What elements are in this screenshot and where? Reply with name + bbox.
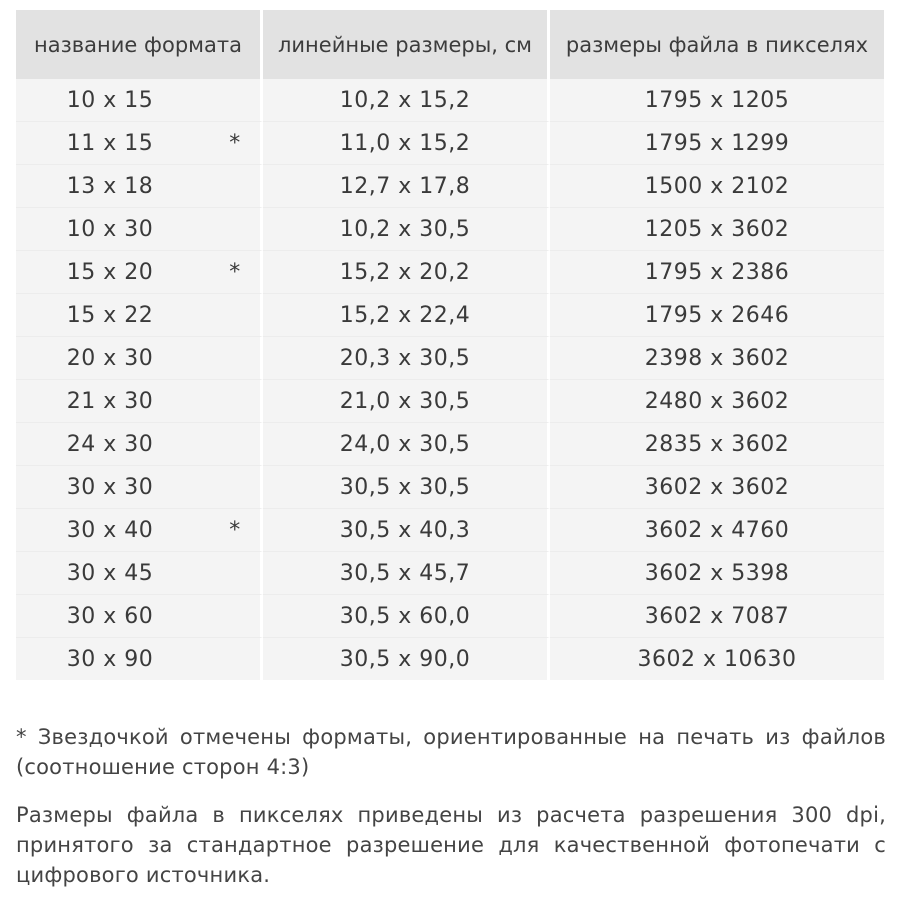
pixel-size-cell: 1795 x 1205 bbox=[550, 79, 884, 121]
format-name-cell: 30 x 60 bbox=[16, 594, 210, 637]
format-mark-cell: * bbox=[210, 121, 263, 164]
pixel-size-cell: 1795 x 2646 bbox=[550, 293, 884, 336]
linear-size-cell: 20,3 x 30,5 bbox=[263, 336, 550, 379]
format-name-cell: 20 x 30 bbox=[16, 336, 210, 379]
format-name-cell: 11 x 15 bbox=[16, 121, 210, 164]
pixel-size-cell: 3602 x 7087 bbox=[550, 594, 884, 637]
pixel-size-cell: 1205 x 3602 bbox=[550, 207, 884, 250]
format-mark-cell bbox=[210, 336, 263, 379]
pixel-size-cell: 2480 x 3602 bbox=[550, 379, 884, 422]
resolution-note: Размеры файла в пикселях приведены из расчета разрешения 300 dpi, принятого за стандартное разрешение для качественной фотопечати с цифрового источника. bbox=[16, 803, 886, 887]
format-mark-cell bbox=[210, 293, 263, 336]
format-mark-cell: * bbox=[210, 250, 263, 293]
pixel-size-cell: 1795 x 1299 bbox=[550, 121, 884, 164]
pixel-size-cell: 3602 x 3602 bbox=[550, 465, 884, 508]
format-name-cell: 30 x 90 bbox=[16, 637, 210, 680]
format-name-cell: 15 x 20 bbox=[16, 250, 210, 293]
linear-size-cell: 30,5 x 60,0 bbox=[263, 594, 550, 637]
linear-size-cell: 24,0 x 30,5 bbox=[263, 422, 550, 465]
format-name-cell: 30 x 40 bbox=[16, 508, 210, 551]
table-row bbox=[16, 637, 884, 680]
format-mark-cell bbox=[210, 164, 263, 207]
header-format-name: название формата bbox=[16, 10, 263, 79]
format-name-cell: 13 x 18 bbox=[16, 164, 210, 207]
table-row bbox=[16, 293, 884, 336]
linear-size-cell: 30,5 x 40,3 bbox=[263, 508, 550, 551]
linear-size-cell: 30,5 x 45,7 bbox=[263, 551, 550, 594]
linear-size-cell: 15,2 x 22,4 bbox=[263, 293, 550, 336]
table-row bbox=[16, 508, 884, 551]
format-name-cell: 10 x 30 bbox=[16, 207, 210, 250]
format-mark-cell bbox=[210, 465, 263, 508]
table-header-row bbox=[16, 10, 884, 79]
format-mark-cell bbox=[210, 594, 263, 637]
format-mark-cell bbox=[210, 422, 263, 465]
asterisk-note: * Звездочкой отмечены форматы, ориентированные на печать из файлов (соотношение сторон 4:3) bbox=[16, 725, 886, 779]
linear-size-cell: 30,5 x 90,0 bbox=[263, 637, 550, 680]
format-name-cell: 15 x 22 bbox=[16, 293, 210, 336]
format-mark-cell: * bbox=[210, 508, 263, 551]
table-row bbox=[16, 379, 884, 422]
format-name-cell: 24 x 30 bbox=[16, 422, 210, 465]
linear-size-cell: 15,2 x 20,2 bbox=[263, 250, 550, 293]
format-name-cell: 21 x 30 bbox=[16, 379, 210, 422]
pixel-size-cell: 2398 x 3602 bbox=[550, 336, 884, 379]
linear-size-cell: 30,5 x 30,5 bbox=[263, 465, 550, 508]
format-mark-cell bbox=[210, 207, 263, 250]
table-row bbox=[16, 250, 884, 293]
table-row bbox=[16, 594, 884, 637]
linear-size-cell: 21,0 x 30,5 bbox=[263, 379, 550, 422]
table-row bbox=[16, 465, 884, 508]
table-body bbox=[16, 79, 884, 680]
format-mark-cell bbox=[210, 79, 263, 121]
pixel-size-cell: 3602 x 10630 bbox=[550, 637, 884, 680]
format-mark-cell bbox=[210, 379, 263, 422]
format-name-cell: 30 x 30 bbox=[16, 465, 210, 508]
format-mark-cell bbox=[210, 637, 263, 680]
table-row bbox=[16, 207, 884, 250]
format-size-table bbox=[16, 10, 884, 680]
header-linear-size: линейные размеры, см bbox=[263, 10, 550, 79]
table-row bbox=[16, 336, 884, 379]
pixel-size-cell: 1795 x 2386 bbox=[550, 250, 884, 293]
format-mark-cell bbox=[210, 551, 263, 594]
header-pixel-size: размеры файла в пикселях bbox=[550, 10, 884, 79]
table-row bbox=[16, 422, 884, 465]
pixel-size-cell: 2835 x 3602 bbox=[550, 422, 884, 465]
table-row bbox=[16, 551, 884, 594]
pixel-size-cell: 3602 x 4760 bbox=[550, 508, 884, 551]
pixel-size-cell: 1500 x 2102 bbox=[550, 164, 884, 207]
format-name-cell: 10 x 15 bbox=[16, 79, 210, 121]
table-row bbox=[16, 121, 884, 164]
linear-size-cell: 11,0 x 15,2 bbox=[263, 121, 550, 164]
table-row bbox=[16, 164, 884, 207]
format-name-cell: 30 x 45 bbox=[16, 551, 210, 594]
linear-size-cell: 10,2 x 15,2 bbox=[263, 79, 550, 121]
table-row bbox=[16, 79, 884, 121]
pixel-size-cell: 3602 x 5398 bbox=[550, 551, 884, 594]
linear-size-cell: 10,2 x 30,5 bbox=[263, 207, 550, 250]
linear-size-cell: 12,7 x 17,8 bbox=[263, 164, 550, 207]
